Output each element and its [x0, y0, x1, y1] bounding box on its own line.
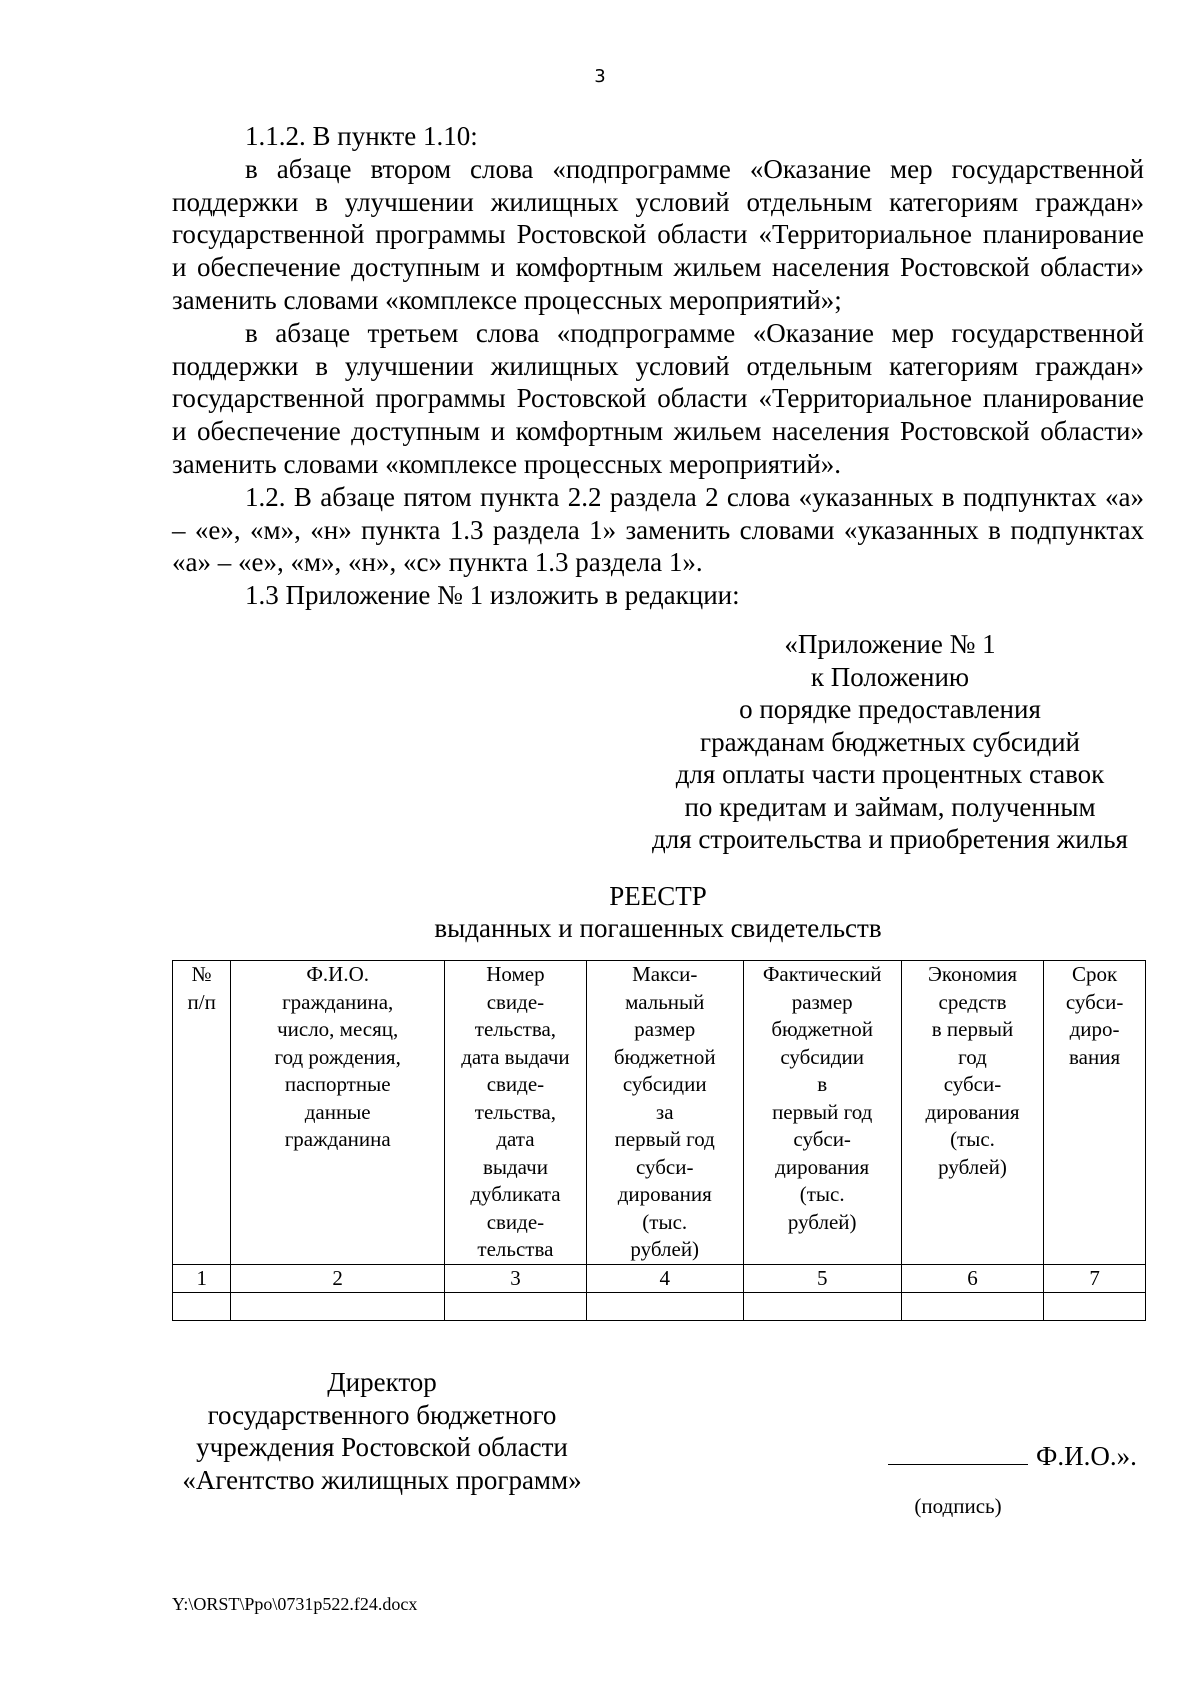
table-header-cell: Фактический размер бюджетной субсидии в первый год субси- дирования (тыс. рублей): [743, 961, 901, 1265]
table-cell: [444, 1293, 586, 1321]
table-cell: [743, 1293, 901, 1321]
table-row-column-numbers: [173, 1264, 1146, 1293]
table-cell: 2: [231, 1264, 445, 1293]
registry-subtitle: выданных и погашенных свидетельств: [434, 913, 882, 943]
appendix-line: о порядке предоставления: [739, 694, 1041, 724]
footer-file-path: Y:\ORST\Ppo\0731p522.f24.docx: [172, 1594, 418, 1614]
signature-underline: [888, 1464, 1028, 1465]
table-header-cell: Макси- мальный размер бюджетной субсидии за первый год субси- дирования (тыс. рублей): [586, 961, 743, 1265]
appendix-line: к Положению: [810, 661, 970, 692]
paragraph: 1.3 Приложение № 1 изложить в редакции:: [245, 580, 740, 611]
signature-caption: (подпись): [914, 1494, 1002, 1518]
table-cell: 3: [444, 1264, 586, 1293]
signature-line: Директор: [327, 1367, 437, 1397]
paragraph: в абзаце третьем слова «подпрограмме «Оказание мер государственной поддержки в улучшении жилищных условий отдельным категориям граждан» государственной программы Ростовской области «Территориальное планирование и обеспечение доступным и комфортным жильем населения Ростовской области» заменить словами «комплексе процессных мероприятий».: [172, 317, 1144, 479]
signature-fio: Ф.И.О.».: [1036, 1441, 1137, 1471]
table-cell: [901, 1293, 1043, 1321]
signature-line: «Агентство жилищных программ»: [182, 1464, 582, 1495]
signature-line: учреждения Ростовской области: [196, 1432, 568, 1462]
appendix-line: по кредитам и займам, полученным: [684, 791, 1096, 822]
table-header-cell: Экономия средств в первый год субси- дирования (тыс. рублей): [901, 961, 1043, 1265]
appendix-line: для оплаты части процентных ставок: [675, 759, 1105, 789]
page-number: 3: [594, 66, 606, 87]
paragraph: 1.2. В абзаце пятом пункта 2.2 раздела 2 слова «указанных в подпунктах «а» – «е», «м», «н» пункта 1.3 раздела 1» заменить словами «указанных в подпунктах «а» – «е», «м», «н», «с» пункта 1.3 раздела 1».: [172, 481, 1144, 578]
registry-title: РЕЕСТР: [609, 881, 707, 911]
signature-line: государственного бюджетного: [207, 1399, 557, 1430]
table-cell: 5: [743, 1264, 901, 1293]
table-cell: 6: [901, 1264, 1043, 1293]
table-cell: [173, 1293, 231, 1321]
appendix-line: гражданам бюджетных субсидий: [700, 726, 1080, 757]
registry-heading: [172, 880, 1144, 944]
table-cell: 7: [1044, 1264, 1146, 1293]
table-header-cell: № п/п: [173, 961, 231, 1265]
table-header-cell: Ф.И.О. гражданина, число, месяц, год рождения, паспортные данные гражданина: [231, 961, 445, 1265]
appendix-heading: [620, 628, 1160, 856]
registry-table: [172, 960, 1146, 1321]
table-header-row: [173, 961, 1146, 1265]
table-cell: 1: [173, 1264, 231, 1293]
table-row-empty: [173, 1293, 1146, 1321]
table-header-cell: Номер свиде- тельства, дата выдачи свиде- тельства, дата выдачи дубликата свиде- тельства: [444, 961, 586, 1265]
table-cell: 4: [586, 1264, 743, 1293]
table-cell: [1044, 1293, 1146, 1321]
body-text: [172, 120, 1144, 612]
table-cell: [586, 1293, 743, 1321]
paragraph: в абзаце втором слова «подпрограмме «Оказание мер государственной поддержки в улучшении жилищных условий отдельным категориям граждан» государственной программы Ростовской области «Территориальное планирование и обеспечение доступным и комфортным жильем населения Ростовской области» заменить словами «комплексе процессных мероприятий»;: [172, 153, 1144, 315]
appendix-line: для строительства и приобретения жилья: [652, 824, 1128, 854]
appendix-line: «Приложение № 1: [784, 629, 996, 659]
signature-block: [172, 1366, 592, 1496]
table-header-cell: Срок субси- диро- вания: [1044, 961, 1146, 1265]
table-cell: [231, 1293, 445, 1321]
paragraph: 1.1.2. В пункте 1.10:: [245, 121, 478, 151]
